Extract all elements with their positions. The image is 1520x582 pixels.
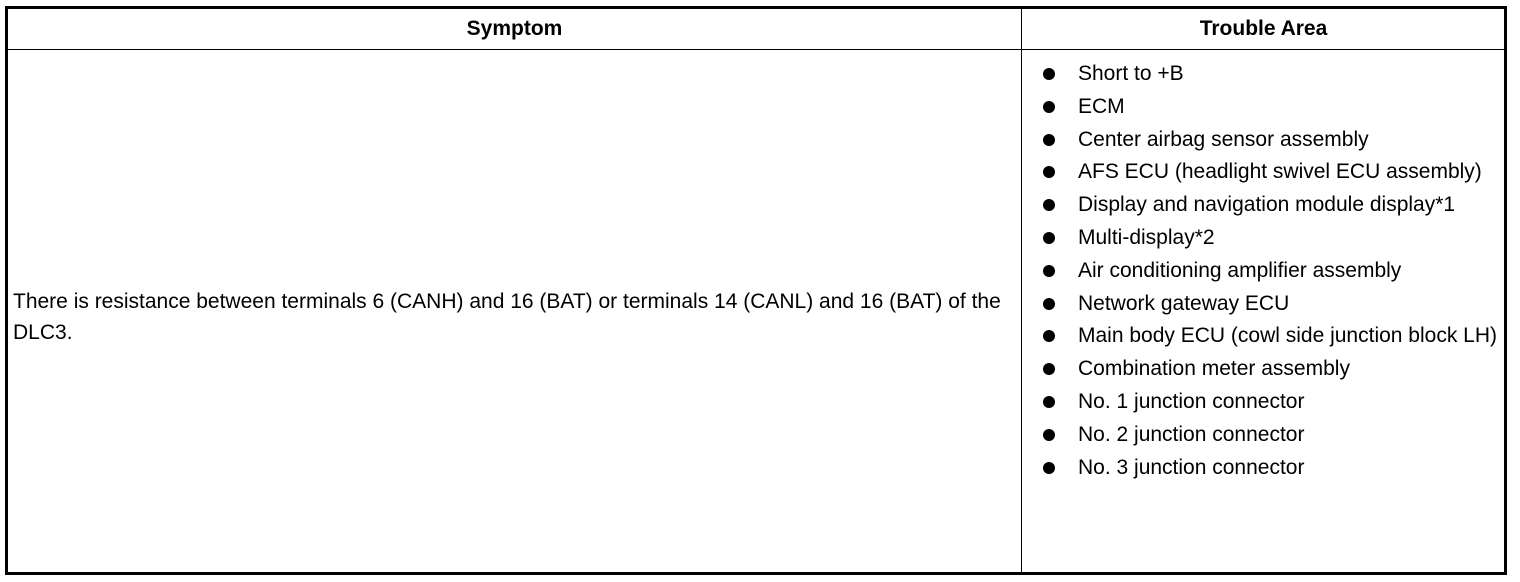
- trouble-area-text: Display and navigation module display*1: [1078, 193, 1456, 217]
- trouble-area-text: Combination meter assembly: [1078, 357, 1350, 381]
- list-item: [1038, 125, 1498, 155]
- trouble-table: [5, 6, 1507, 575]
- list-item: [1038, 92, 1498, 122]
- list-item: [1038, 354, 1498, 384]
- trouble-area-text: Center airbag sensor assembly: [1078, 127, 1369, 151]
- bullet-icon: [1043, 429, 1055, 441]
- bullet-icon: [1043, 462, 1055, 474]
- list-item: [1038, 59, 1498, 89]
- bullet-icon: [1043, 265, 1055, 277]
- trouble-area-list: [1038, 59, 1498, 485]
- trouble-area-text: Network gateway ECU: [1078, 291, 1290, 315]
- list-item: [1038, 420, 1498, 450]
- trouble-area-text: AFS ECU (headlight swivel ECU assembly): [1078, 160, 1482, 184]
- header-symptom: Symptom: [466, 17, 563, 40]
- trouble-area-text: No. 3 junction connector: [1078, 455, 1305, 479]
- bullet-icon: [1043, 101, 1055, 113]
- trouble-area-text: ECM: [1078, 94, 1125, 118]
- list-item: [1038, 289, 1498, 319]
- list-item: [1038, 321, 1498, 351]
- trouble-area-text: No. 1 junction connector: [1078, 389, 1305, 413]
- column-divider: [1021, 9, 1022, 572]
- trouble-area-text: Short to +B: [1078, 62, 1184, 85]
- list-item: [1038, 223, 1498, 253]
- bullet-icon: [1043, 166, 1055, 178]
- bullet-icon: [1043, 68, 1055, 80]
- list-item: [1038, 190, 1498, 220]
- trouble-area-text: Air conditioning amplifier assembly: [1078, 258, 1402, 282]
- bullet-icon: [1043, 232, 1055, 244]
- bullet-icon: [1043, 396, 1055, 408]
- trouble-area-text: Main body ECU (cowl side junction block LH): [1078, 324, 1498, 348]
- trouble-area-text: Multi-display*2: [1078, 225, 1215, 249]
- list-item: [1038, 157, 1498, 187]
- bullet-icon: [1043, 363, 1055, 375]
- bullet-icon: [1043, 134, 1055, 146]
- list-item: [1038, 387, 1498, 417]
- header-divider: [8, 49, 1504, 50]
- symptom-cell: There is resistance between terminals 6 (CANH) and 16 (BAT) or terminals 14 (CANL) and 16 (BAT) of the DLC3.: [13, 290, 1001, 344]
- header-trouble-area: Trouble Area: [1199, 17, 1328, 40]
- list-item: [1038, 256, 1498, 286]
- bullet-icon: [1043, 330, 1055, 342]
- trouble-area-text: No. 2 junction connector: [1078, 422, 1305, 446]
- bullet-icon: [1043, 199, 1055, 211]
- bullet-icon: [1043, 298, 1055, 310]
- list-item: [1038, 453, 1498, 483]
